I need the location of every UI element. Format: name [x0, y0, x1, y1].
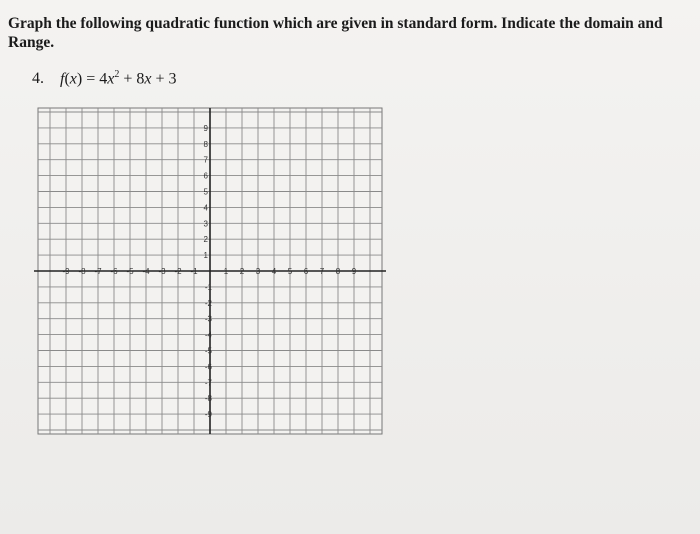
y-tick-label: 5	[203, 187, 208, 197]
eq-plus: + 8	[119, 70, 145, 88]
x-tick-label: -3	[158, 267, 166, 276]
x-tick-label: 4	[271, 267, 277, 276]
y-tick-label: 3	[203, 219, 208, 229]
x-tick-label: -1	[190, 267, 198, 276]
x-tick-label: -8	[78, 267, 86, 276]
y-tick-label: 4	[203, 203, 208, 213]
x-tick-label: 7	[319, 267, 325, 276]
coordinate-grid[interactable]	[34, 104, 386, 438]
y-tick-label: -7	[204, 378, 212, 388]
y-tick-label: 1	[203, 251, 208, 261]
y-tick-label: 7	[203, 155, 208, 165]
y-tick-label: 6	[203, 171, 208, 181]
y-tick-label: -3	[204, 314, 212, 324]
y-tick-label: -6	[204, 362, 212, 372]
problem-number: 4.	[32, 70, 44, 88]
y-tick-label: -9	[204, 410, 212, 420]
x-tick-label: 2	[239, 267, 245, 276]
x-tick-label: -5	[126, 267, 134, 276]
x-tick-label: 1	[223, 267, 229, 276]
y-tick-label: -1	[204, 282, 212, 292]
x-tick-label: -6	[110, 267, 118, 276]
eq-tail: + 3	[151, 70, 177, 88]
y-tick-label: -2	[204, 298, 212, 308]
x-tick-label: -7	[94, 267, 102, 276]
eq-x3: x	[144, 70, 152, 88]
x-tick-label: 9	[351, 267, 357, 276]
y-tick-label: -8	[204, 394, 212, 404]
y-tick-label: 9	[203, 123, 208, 133]
x-tick-label: 6	[303, 267, 309, 276]
function-equation	[60, 69, 177, 88]
eq-x1: x	[69, 70, 77, 88]
instructions-heading: Graph the following quadratic function which are given in standard form. Indicate the domain and Range.	[8, 15, 663, 51]
x-tick-label: -4	[142, 267, 150, 276]
y-tick-label: -4	[204, 330, 212, 340]
y-tick-label: 8	[203, 139, 208, 149]
x-tick-label: -2	[174, 267, 182, 276]
eq-x2: x	[107, 70, 115, 88]
x-tick-label: 5	[287, 267, 293, 276]
eq-close: ) = 4	[76, 70, 108, 88]
eq-exponent: 2	[114, 69, 120, 80]
problem-4	[32, 69, 177, 88]
x-tick-label: 8	[335, 267, 341, 276]
eq-f: f	[60, 70, 65, 88]
x-tick-label: -9	[62, 267, 70, 276]
y-tick-label: -5	[204, 346, 212, 356]
eq-open: (	[64, 70, 70, 88]
x-tick-label: 3	[255, 267, 261, 276]
y-tick-label: 2	[203, 235, 208, 245]
